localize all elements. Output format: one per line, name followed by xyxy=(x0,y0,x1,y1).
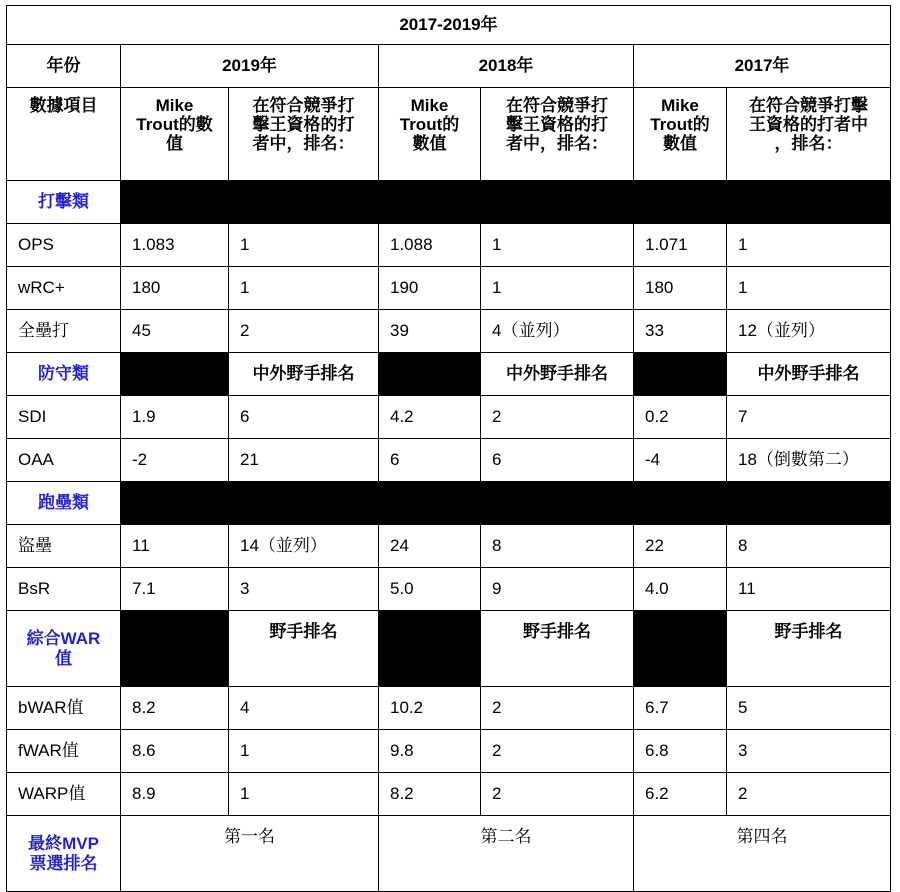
table-cell: 1 xyxy=(727,224,891,267)
table-row xyxy=(7,224,891,267)
table-cell: 5.0 xyxy=(379,568,481,611)
item-label: 數據項目 xyxy=(7,88,121,181)
defense-rank-header: 中外野手排名 xyxy=(481,353,634,396)
mvp-rank-2018: 第二名 xyxy=(379,816,634,892)
section-divider xyxy=(634,353,727,396)
col-header-value-2017: Mike Trout的 數值 xyxy=(634,88,727,181)
table-row xyxy=(7,730,891,773)
table-cell: 1 xyxy=(727,267,891,310)
col-header-value-2018: Mike Trout的 數值 xyxy=(379,88,481,181)
table-cell: 6.8 xyxy=(634,730,727,773)
table-cell: 8.9 xyxy=(121,773,229,816)
table-cell: 1 xyxy=(481,224,634,267)
table-cell: 33 xyxy=(634,310,727,353)
table-cell: 10.2 xyxy=(379,687,481,730)
table-cell: 14（並列） xyxy=(229,525,379,568)
section-divider xyxy=(121,611,229,687)
mvp-rank-2017: 第四名 xyxy=(634,816,891,892)
table-cell: 1.083 xyxy=(121,224,229,267)
table-cell: 6.2 xyxy=(634,773,727,816)
table-cell: 1 xyxy=(229,267,379,310)
section-divider xyxy=(121,482,891,525)
table-row xyxy=(7,396,891,439)
table-cell: 1 xyxy=(229,730,379,773)
table-cell: 3 xyxy=(727,730,891,773)
table-cell: 2 xyxy=(481,773,634,816)
row-label: WARP值 xyxy=(7,773,121,816)
row-label: SDI xyxy=(7,396,121,439)
table-cell: 8.2 xyxy=(121,687,229,730)
table-cell: -2 xyxy=(121,439,229,482)
table-cell: 7.1 xyxy=(121,568,229,611)
table-cell: 2 xyxy=(481,687,634,730)
table-cell: 12（並列） xyxy=(727,310,891,353)
table-cell: 1 xyxy=(481,267,634,310)
section-baserunning: 跑壘類 xyxy=(7,482,121,525)
section-batting: 打擊類 xyxy=(7,181,121,224)
col-header-rank-2017: 在符合競爭打擊 王資格的打者中 ，排名： xyxy=(727,88,891,181)
table-cell: 5 xyxy=(727,687,891,730)
section-divider xyxy=(379,611,481,687)
table-cell: 4（並列） xyxy=(481,310,634,353)
table-row xyxy=(7,310,891,353)
year-label: 年份 xyxy=(7,45,121,88)
row-label: 全壘打 xyxy=(7,310,121,353)
col-header-value-2019: Mike Trout的數 值 xyxy=(121,88,229,181)
table-cell: 18（倒數第二） xyxy=(727,439,891,482)
row-label: BsR xyxy=(7,568,121,611)
section-defense: 防守類 xyxy=(7,353,121,396)
section-mvp: 最終MVP 票選排名 xyxy=(7,816,121,892)
section-war: 綜合WAR 值 xyxy=(7,611,121,687)
table-cell: 6 xyxy=(379,439,481,482)
table-cell: 21 xyxy=(229,439,379,482)
table-row xyxy=(7,568,891,611)
row-label: wRC+ xyxy=(7,267,121,310)
row-label: 盜壘 xyxy=(7,525,121,568)
row-label: OAA xyxy=(7,439,121,482)
table-cell: 8 xyxy=(727,525,891,568)
war-rank-header: 野手排名 xyxy=(727,611,891,687)
table-cell: 180 xyxy=(634,267,727,310)
year-2017: 2017年 xyxy=(634,45,891,88)
table-cell: 2 xyxy=(481,730,634,773)
table-cell: 8.2 xyxy=(379,773,481,816)
section-divider xyxy=(121,181,891,224)
table-cell: 3 xyxy=(229,568,379,611)
table-row xyxy=(7,773,891,816)
table-cell: 0.2 xyxy=(634,396,727,439)
table-cell: 11 xyxy=(121,525,229,568)
table-cell: 45 xyxy=(121,310,229,353)
war-rank-header: 野手排名 xyxy=(229,611,379,687)
row-label: fWAR值 xyxy=(7,730,121,773)
war-rank-header: 野手排名 xyxy=(481,611,634,687)
table-cell: 4.2 xyxy=(379,396,481,439)
table-cell: 8 xyxy=(481,525,634,568)
mvp-rank-2019: 第一名 xyxy=(121,816,379,892)
table-cell: 4.0 xyxy=(634,568,727,611)
row-label: bWAR值 xyxy=(7,687,121,730)
section-divider xyxy=(121,353,229,396)
section-divider xyxy=(379,353,481,396)
table-cell: 180 xyxy=(121,267,229,310)
table-cell: 6.7 xyxy=(634,687,727,730)
table-cell: 4 xyxy=(229,687,379,730)
table-cell: 8.6 xyxy=(121,730,229,773)
table-cell: 1 xyxy=(229,773,379,816)
table-row xyxy=(7,439,891,482)
table-cell: 190 xyxy=(379,267,481,310)
table-cell: 11 xyxy=(727,568,891,611)
table-cell: 39 xyxy=(379,310,481,353)
table-title: 2017-2019年 xyxy=(7,6,891,45)
table-row xyxy=(7,687,891,730)
defense-rank-header: 中外野手排名 xyxy=(229,353,379,396)
table-cell: 24 xyxy=(379,525,481,568)
table-cell: 6 xyxy=(481,439,634,482)
row-label: OPS xyxy=(7,224,121,267)
year-2019: 2019年 xyxy=(121,45,379,88)
table-cell: 22 xyxy=(634,525,727,568)
section-divider xyxy=(634,611,727,687)
col-header-rank-2018: 在符合競爭打 擊王資格的打 者中，排名： xyxy=(481,88,634,181)
defense-rank-header: 中外野手排名 xyxy=(727,353,891,396)
table-cell: 7 xyxy=(727,396,891,439)
stats-table xyxy=(6,5,891,892)
col-header-rank-2019: 在符合競爭打 擊王資格的打 者中，排名： xyxy=(229,88,379,181)
table-cell: 9 xyxy=(481,568,634,611)
table-cell: 1 xyxy=(229,224,379,267)
table-cell: 1.088 xyxy=(379,224,481,267)
table-row xyxy=(7,267,891,310)
table-cell: 9.8 xyxy=(379,730,481,773)
table-cell: 6 xyxy=(229,396,379,439)
table-cell: 1.9 xyxy=(121,396,229,439)
table-cell: 2 xyxy=(481,396,634,439)
table-cell: 1.071 xyxy=(634,224,727,267)
table-cell: 2 xyxy=(229,310,379,353)
table-row xyxy=(7,525,891,568)
table-cell: 2 xyxy=(727,773,891,816)
year-2018: 2018年 xyxy=(379,45,634,88)
table-cell: -4 xyxy=(634,439,727,482)
